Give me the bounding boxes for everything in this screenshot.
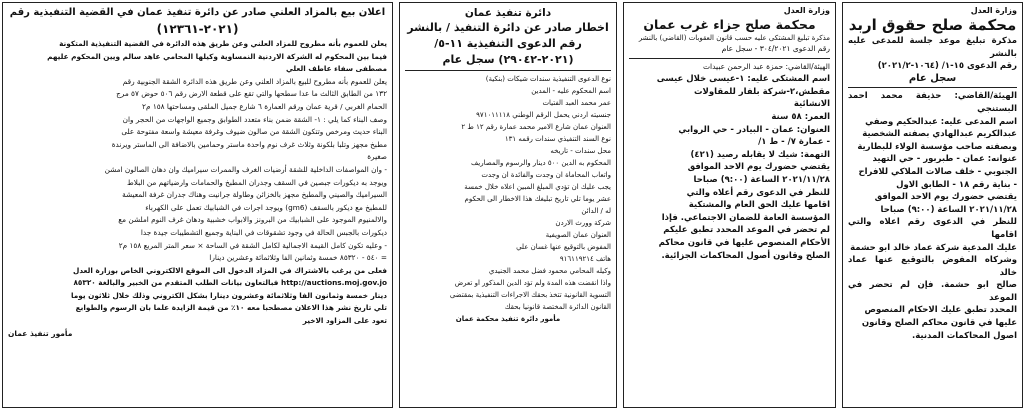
- body-line: وصف البناء كما يلي : ١- الشقة ضمن بناء متعدد الطوابق وجميع الواجهات من الحجر وان: [122, 114, 387, 124]
- body-line: يقتضي حضورك يوم الاحد الموافق: [874, 192, 1017, 203]
- body-line: الصلح وقانون أصول المحاكمات الجزائية.: [661, 250, 830, 261]
- body-line: ١٣٢ من الطابق الثالث ما عدا سطحها والتي تقع على قطعة الارض رقم ٥٠٦ حوض ٥٧ مرج: [116, 89, 387, 99]
- body-line: للنظر في الدعوى رقم اعلاه والتي اقامها: [848, 217, 1017, 240]
- body-line: الأحكام المنصوص عليها في قانون محاكم: [658, 237, 830, 248]
- body-line: يقتضي حضورك يوم الاحد الموافق: [687, 162, 830, 173]
- body-line: اصول المحاكمات المدنية.: [911, 330, 1017, 341]
- body-line: واتعاب المحاماة ان وجدت والفائدة ان وجدت: [481, 171, 611, 179]
- body-line: عليها في قانون محاكم الصلح وقانون: [861, 318, 1017, 329]
- body-line: ٢٠٢١/١١/٢٨ الساعة (٩:٠٠) صباحا: [693, 174, 830, 185]
- body-line: مقطش،٢-شركة بلفار للمقاولات: [694, 86, 830, 97]
- body-line: هاتف ٩١٦١١٩٢١٤: [559, 255, 611, 263]
- notice-column-2: [623, 2, 836, 408]
- body-line: يعلن للعموم بأنه مطروح للمزاد العلني وعن طريق هذه الدائرة في القضية التنفيذية المتكونة: [59, 39, 387, 48]
- body-line: فيما بين المحكوم له الشركة الاردنية النمساوية وكيلها المحامي عاهد سالم ويين المحكوم عليهم: [47, 51, 387, 61]
- body-line: اسم المشتكى عليه: ١-عيسى خلال عيسى: [656, 74, 830, 85]
- body-line: - وعليه تكون كامل القيمة الاجمالية لكامل الشقة في الساحة × سعر المتر المربع ١٥٨ م٢: [118, 240, 387, 250]
- body-line: فعلى من يرغب بالاشتراك في المزاد الدخول الى الموقع الالكتروني الخاص بوزارة العدل: [73, 265, 387, 275]
- case-number: رقم الدعوى ٣٠٤/٢٠٢١ - سجل عام: [721, 44, 830, 53]
- body-line: عليك المدعية شركة عماد خالد ابو حشمة: [850, 242, 1017, 253]
- body-line: يعلن للعموم بأنه مطروح للبيع بالمزاد العلني وعن طريق هذه الدائرة الشقة الجنوبية رقم: [122, 76, 387, 86]
- session-label: سجل عام: [908, 72, 957, 84]
- auction-url-line: http://auctions.moj.gov.jo فبالتعاون بيانات الطلب المتقدم من الخبير والبالغة ٨٥٣٢٠: [73, 278, 387, 288]
- body-line: ويوجد به ديكورات جبصين في السقف وجدران المطبخ والحمامات وارضياتهم من البلاط: [126, 177, 387, 187]
- case-number: رقم الدعوى ١٥-١/ (١٠٦٤-٢٠٢١/٢): [877, 61, 1017, 72]
- body-line: تلي تاريخ نشر هذا الاعلان مصطحبا معه ١٠٪ من قيمة الزايدة علما بان الرسوم والطوابع: [75, 303, 387, 313]
- notice-heading: اخطار صادر عن دائرة التنفيذ / بالنشر: [407, 21, 609, 34]
- divider: [405, 70, 611, 71]
- body-line: اقامها عليك الحق العام والمشتكية: [688, 200, 830, 211]
- body-line: شركة وورث الاردن: [555, 219, 611, 227]
- case-number: (٢٠٢١-٢٩٠٤٢) سجل عام: [442, 53, 574, 66]
- notice-column-4: [2, 2, 393, 408]
- body-line: وبصفته صاحب مؤسسة الولاء للبطارية: [857, 141, 1017, 152]
- case-number: رقم الدعوى التنفيذية ١١-٥/: [434, 37, 582, 50]
- body-line: الحمام الغربي / قرية عمان ورقم العمارة ٦ شارع جميل الملقى ومساحتها ١٥٨ م٢: [142, 101, 387, 111]
- case-number: (٢٠٢١-١٢٣٦١): [156, 22, 239, 36]
- body-line: لم تحضر في الموعد المحدد تطبق عليكم: [663, 225, 830, 236]
- body-line: واذا انقضت هذه المدة ولم تؤد الدين المذكور او تعرض: [454, 279, 611, 287]
- body-line: اسم المحكوم عليه - المدين: [531, 87, 611, 95]
- body-line: وكيله المحامي محمود فضل محمد الجنيدي: [488, 267, 611, 275]
- ministry-label: وزارة العدل: [970, 6, 1017, 15]
- judge-line: الهيئة/القاضي: حمزة عبد الرحمن عبيدات: [702, 61, 830, 71]
- notice-subtitle: مذكرة تبليغ المشتكى عليه حسب قانون العقوبات (القاضي) بالنشر: [638, 34, 830, 42]
- body-line: جنسيته اردني يحمل الرقم الوطني ٩٧١٠١١١١٨: [476, 111, 611, 119]
- body-line: مطبخ مجهز وتلبا بلكونة وثلاث غرف نوم واحدة ماستر وحمامين بالاضافة الى الماستر ويرندة: [111, 139, 387, 149]
- body-line: عشر يوما تلي تاريخ تبليغك هذا الاخطار الى الحكوم: [464, 195, 611, 203]
- body-line: - بناية رقم ١٨ - الطابق الاول: [896, 179, 1017, 190]
- court-title: محكمة صلح حقوق اربد: [848, 16, 1017, 34]
- body-line: الجنوبي - خلف صالات الملاكي للافراح: [858, 166, 1017, 177]
- notice-subtitle: مذكرة تبليغ موعد جلسة للمدعى عليه بالنشر: [848, 36, 1017, 59]
- body-line: ٢٠٢١/١١/٢٨ الساعة (٩:٠٠) صباحا: [880, 204, 1017, 215]
- judge-line: الهيئة/القاضي: حذيفة محمد احمد البستنجي: [848, 91, 1017, 114]
- body-line: للنظر في الدعوى رقم أعلاه والتي: [686, 187, 830, 198]
- body-line: = ٥٤٠ - ٨٥٣٢٠ خمسة وثمانين الفا وثلاثمائة وعشرين دينارا: [209, 253, 387, 263]
- body-line: محل سندات - تاريخه: [550, 147, 611, 155]
- body-line: له / الدائن: [581, 207, 611, 215]
- body-line: المحدد تطبق عليك الاحكام المنصوص: [864, 305, 1017, 316]
- body-line: الانشائية: [793, 99, 830, 110]
- signature: مأمور تنفيذ عمان: [8, 328, 73, 338]
- body-line: العنوان: عمان - البيادر - حي الروابي: [678, 124, 830, 135]
- body-line: للمطبخ مع ديكور بالسقف (gm6) ويوجد اجرات في الشبابيك تعمل على الكهرباء: [145, 202, 387, 212]
- body-line: والالمنيوم الموجود على الشبابيك من البرونز والابواب خشبية ودهان غرف النوم املشن مع: [118, 215, 387, 225]
- body-line: المحكوم به الدين ٥٠٠ دينار والرسوم والمصاريف: [471, 159, 611, 167]
- body-line: المفوض بالتوقيع عنها غسان علي: [516, 243, 611, 251]
- body-line: تعود على المزاود الاخير: [302, 316, 387, 326]
- body-line: القانون الدائرة المختصة قانونيا بحقك: [504, 303, 611, 311]
- body-line: يجب عليك ان تؤدي المبلغ المبين اعلاه خلال خمسة: [464, 183, 611, 191]
- body-line: ديكورات بالجبس الحالة في وجود تشقوقات في البناية وجميع التشطيبات جيدة جدا: [140, 227, 387, 237]
- divider: [629, 58, 830, 59]
- court-title: دائرة تنفيذ عمان: [464, 7, 552, 19]
- body-line: اسم المدعى عليه: عبدالحكيم وصفي: [865, 116, 1017, 127]
- body-line: السيراميك والصيني والمطبخ مجهز بالخزائن وطاولة جرانيت وهناك جدران غرفة المعيشة: [122, 190, 387, 200]
- body-line: مصطفى سفاء عاطف العلي: [286, 64, 387, 74]
- divider: [848, 87, 1017, 88]
- body-line: عمر محمد العبد الفتيات: [542, 99, 611, 107]
- body-line: العنوان عمان الصويفية: [545, 231, 611, 239]
- body-line: وشركاه المفوض بالتوقيع عنها عماد خالد: [848, 255, 1017, 278]
- signature: مأمور دائرة تنفيذ محكمة عمان: [455, 315, 561, 323]
- notice-column-3: [399, 2, 617, 408]
- auction-title: اعلان بيع بالمزاد العلني صادر عن دائرة تنفيذ عمان في القضية التنفيذية رقم: [9, 7, 386, 18]
- body-line: دينار خمسة وثمانون الفا وثلاثمائة وعشرون دينارا بشكل الكتروني وذلك خلال ثلاثون يوما: [71, 290, 387, 300]
- body-line: نوع السند التنفيذي سندات رقمه ١٣١: [504, 135, 611, 143]
- body-line: صالح ابو حشمة. فإن لم تحضر في الموعد: [848, 280, 1017, 303]
- body-line: عنوانه: عمان - طبربور - حي التهيد: [872, 154, 1017, 165]
- body-line: البناء حديث ومرخص وتتكون الشقة من صالون ضيوف وغرفة معيشة واسعة مفتوحة على: [121, 127, 387, 137]
- body-line: التسوية القانونية تتخذ بحقك الاجراءات التنفيذية بمقتضى: [449, 291, 611, 299]
- body-line: - وان المواصفات الداخلية للشقة أرضيات الغرف والممرات سيراميك وان دهان الصالون امشن: [104, 164, 387, 174]
- ministry-label: وزارة العدل: [783, 6, 830, 15]
- body-line: عبدالكريم عبدالهادي بصفته الشخصية: [862, 129, 1017, 140]
- notice-column-1: [842, 2, 1023, 408]
- body-line: العنوان عمان شارع الامير محمد عمارة رقم ١٢ ط ٢: [461, 123, 611, 131]
- body-line: العمر: ٥٨ سنة: [771, 111, 830, 122]
- body-line: التهمة: شيك لا يقابله رصيد (٤٢١): [690, 149, 830, 160]
- body-line: نوع الدعوى التنفيذية سندات شيكات (بنكية): [485, 75, 611, 83]
- court-title: محكمة صلح جزاء غرب عمان: [643, 17, 816, 32]
- body-line: المؤسسة العامة للضمان الاجتماعي. فإذا: [661, 212, 830, 223]
- body-line: - عمارة ٧/ - ط ١/: [758, 137, 830, 148]
- body-line: صغيرة: [367, 152, 387, 162]
